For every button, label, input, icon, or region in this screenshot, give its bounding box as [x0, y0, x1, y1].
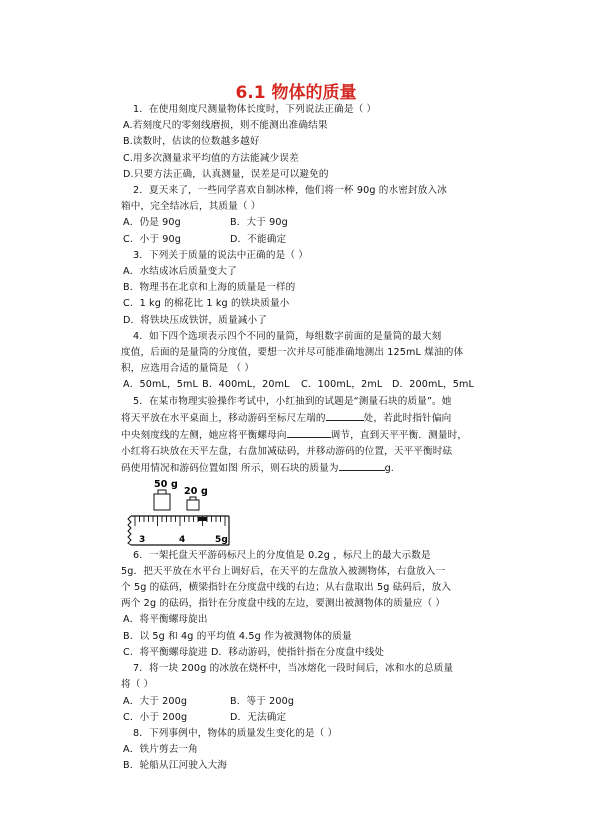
q5-text: 将天平放在水平桌面上，移动游码至标尺左端的 [121, 412, 326, 424]
q4-options [121, 377, 474, 393]
q6-stem-line2: 5g．把天平放在水平台上调好后，在天平的左盘放入被测物体，右盘放入一 [121, 565, 446, 577]
q5-text: 处，若此时指针偏向 [363, 412, 452, 424]
scale-label-3: 3 [139, 534, 146, 545]
q6-option-b: B．以 5g 和 4g 的平均值 4.5g 作为被测物体的质量 [123, 630, 352, 642]
q2-option-a: A．仍是 90g [123, 217, 181, 229]
q2-stem-line1: 2．夏天来了，一些同学喜欢自制冰棒，他们将一杯 90g 的水密封放入冰 [133, 185, 447, 197]
weight-50g-body [154, 494, 170, 510]
q7-options-cd [121, 710, 474, 726]
q3-stem: 3．下列关于质量的说法中正确的是（ ） [133, 249, 309, 261]
scale-break-line [128, 516, 131, 545]
q7-stem-line2: 将（ ） [121, 679, 154, 691]
q1-option-c: C.用多次测量求平均值的方法能减少误差 [123, 152, 299, 164]
weight-50g-label: 50 g [154, 478, 178, 490]
scale-label-4: 4 [179, 534, 186, 545]
q3-option-d: D．将铁块压成铁饼，质量减小了 [123, 314, 267, 326]
q6-stem-line4: 两个 2g 的砝码，指针在分度盘中线的左边，要测出被测物体的质量应（ ） [121, 598, 446, 610]
worksheet-body [121, 102, 474, 775]
q5-stem-line4: 小红将石块放在天平左盘，右盘加减砝码，并移动游码的位置，天平平衡时砝 [121, 446, 453, 458]
q6-stem-line3: 个 5g 的砝码，横梁指针在分度盘中线的右边；从右盘取出 5g 砝码后，放入 [121, 582, 452, 594]
q4-option-d: D．200mL，5mL [391, 379, 474, 391]
q4-option-b: B．400mL，20mL [202, 379, 290, 391]
weight-20g-label: 20 g [184, 485, 208, 497]
q1-stem: 1．在使用刻度尺测量物体长度时，下列说法正确是（ ） [133, 104, 377, 115]
q5-stem-line1: 5．在某市物理实验操作考试中，小红抽到的试题是“测量石块的质量”。她 [133, 395, 452, 407]
q5-text: g. [384, 463, 395, 475]
q4-stem-line1: 4．如下四个选项表示四个不同的量筒，每组数字前面的是量筒的最大刻 [133, 330, 442, 342]
q1-option-b: B.读数时，估读的位数越多越好 [123, 136, 260, 148]
scale-ticks [135, 516, 225, 526]
scale-label-5g: 5g [215, 534, 229, 545]
q7-option-a: A．大于 200g [123, 695, 188, 707]
q5-text: 调节，直到天平平衡．测量时， [330, 430, 468, 442]
q7-option-c: C．小于 200g [123, 711, 188, 723]
q8-option-b: B．轮船从江河驶入大海 [123, 760, 228, 772]
q2-stem-line2: 箱中，完全结冰后，其质量（ ） [121, 201, 261, 213]
q2-option-c: C．小于 90g [123, 233, 182, 245]
scale-rider [198, 517, 207, 521]
q6-option-cd: C．将平衡螺母旋进 D．移动游码，使指针指在分度盘中线处 [123, 646, 385, 658]
q8-stem: 8．下列事例中，物体的质量发生变化的是（ ） [133, 727, 338, 739]
q5-stem-line3 [121, 427, 474, 444]
weights-and-rider-scale [121, 478, 474, 548]
q5-blank-1[interactable] [326, 410, 364, 421]
q2-options-ab [121, 215, 474, 231]
q5-blank-2[interactable] [287, 427, 331, 438]
q3-option-c: C．1 kg 的棉花比 1 kg 的铁块质量小 [123, 298, 290, 310]
page-title: 6.1 物体的质量 [235, 83, 357, 103]
q5-stem-line5 [121, 460, 474, 477]
q6-stem-line1: 6．一架托盘天平游码标尺上的分度值是 0.2g ，标尺上的最大示数是 [133, 549, 431, 561]
q8-option-a: A．铁片剪去一角 [123, 744, 198, 756]
balance-figure [121, 478, 474, 548]
q5-text: 码使用情况和游码位置如图 所示，则石块的质量为 [121, 463, 339, 475]
q3-option-a: A．水结成冰后质量变大了 [123, 266, 237, 278]
q3-option-b: B．物理书在北京和上海的质量是一样的 [123, 282, 296, 294]
q7-options-ab [121, 694, 474, 710]
q1-option-a: A.若刻度尺的零刻线磨损，则不能测出准确结果 [123, 120, 328, 132]
q1-option-d: D.只要方法正确，认真测量，误差是可以避免的 [123, 168, 329, 180]
q2-option-d: D．不能确定 [230, 233, 287, 245]
q2-option-b: B．大于 90g [230, 217, 288, 229]
q7-stem-line1: 7．将一块 200g 的冰放在烧杯中，当冰熔化一段时间后，冰和水的总质量 [133, 663, 454, 675]
q5-stem-line2 [121, 410, 474, 427]
q2-options-cd [121, 232, 474, 248]
weight-50g-knob [158, 490, 166, 494]
q5-blank-3[interactable] [339, 460, 385, 471]
weight-20g-body [187, 500, 199, 510]
q4-stem-line3: 积，应选用合适的量筒是 （ ） [121, 363, 255, 375]
q5-text: 中央刻度线的左侧，她应将平衡螺母向 [121, 430, 287, 442]
q4-option-a: A．50mL，5mL [123, 379, 198, 391]
q7-option-d: D．无法确定 [230, 711, 287, 723]
q6-option-a: A．将平衡螺母旋出 [123, 614, 208, 626]
q4-option-c: C．100mL，2mL [301, 379, 383, 391]
q4-stem-line2: 度值，后面的是量筒的分度值，要想一次并尽可能准确地测出 125mL 煤油的体 [121, 347, 464, 359]
q7-option-b: B．等于 200g [230, 695, 295, 707]
